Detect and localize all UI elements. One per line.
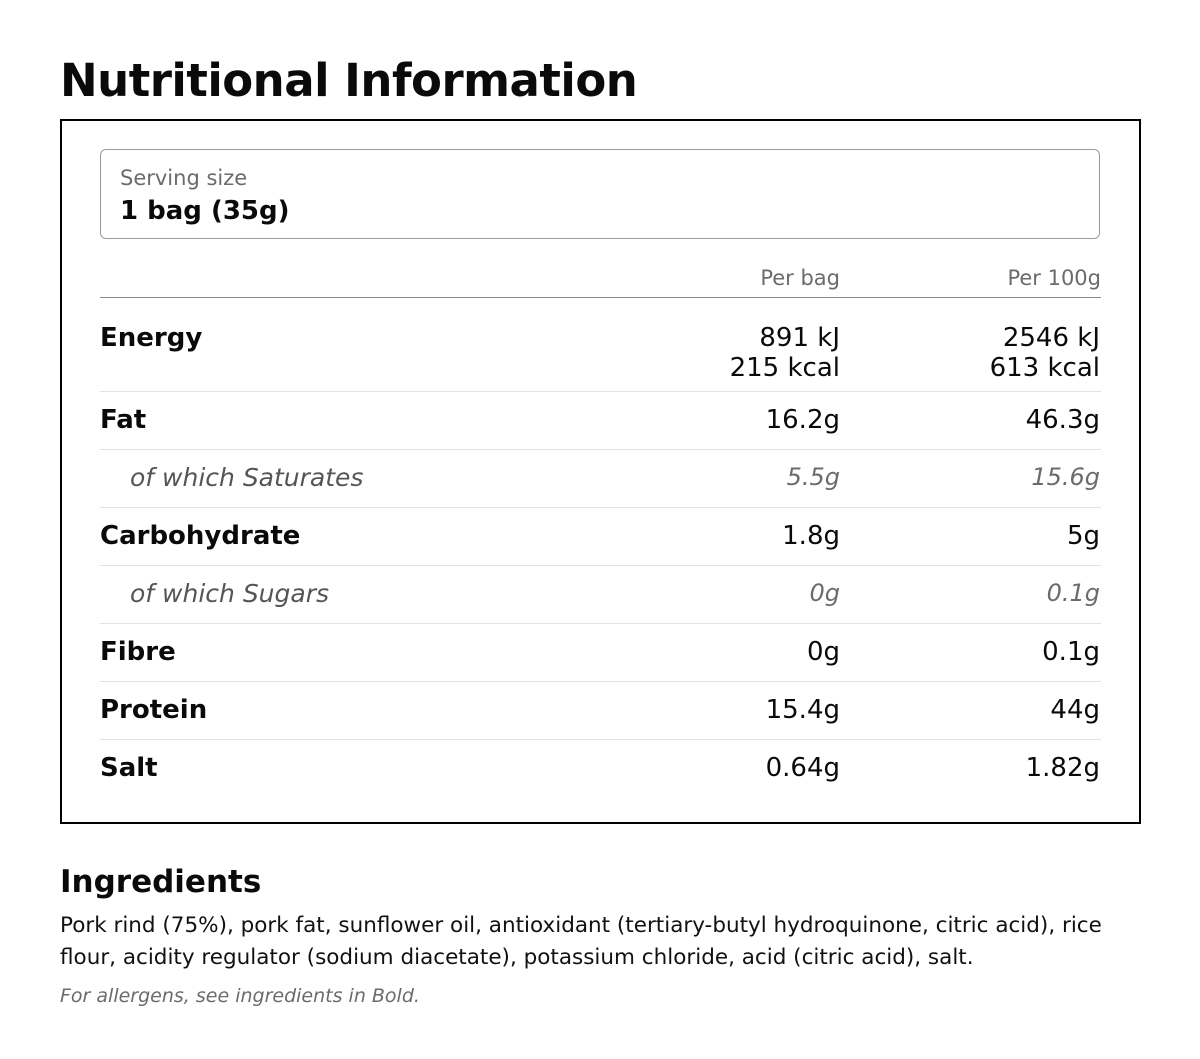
- serving-size-box: [100, 149, 1100, 239]
- nutrient-name: Carbohydrate: [100, 521, 301, 551]
- per-100g-value: 0.1g: [1046, 579, 1100, 607]
- nutrient-name: Protein: [100, 695, 208, 725]
- page-title: Nutritional Information: [60, 54, 638, 107]
- per-100g-value: 44g: [1050, 695, 1100, 725]
- nutrient-name: Fat: [100, 405, 147, 435]
- energy-kcal: 613 kcal: [989, 353, 1100, 383]
- allergen-note: For allergens, see ingredients in Bold.: [60, 985, 420, 1007]
- energy-kj: 2546 kJ: [1002, 323, 1100, 353]
- per-bag-value: [620, 323, 840, 383]
- nutrition-row-energy: [100, 298, 1101, 392]
- column-header-per-100g: Per 100g: [1007, 266, 1101, 290]
- per-bag-value: 5.5g: [786, 463, 840, 491]
- serving-size-value: 1 bag (35g): [120, 196, 290, 226]
- per-bag-value: 1.8g: [782, 521, 840, 551]
- nutrition-panel: [60, 119, 1141, 824]
- nutrient-name: Energy: [100, 323, 203, 353]
- nutrient-name: Salt: [100, 753, 158, 783]
- nutrient-name: Fibre: [100, 637, 176, 667]
- energy-kj: 891 kJ: [759, 323, 840, 353]
- per-100g-value: 46.3g: [1025, 405, 1100, 435]
- per-100g-value: 1.82g: [1025, 753, 1100, 783]
- nutrition-row-carbohydrate: [100, 508, 1101, 566]
- column-header-per-bag: Per bag: [760, 266, 840, 290]
- energy-kcal: 215 kcal: [729, 353, 840, 383]
- nutrition-row-protein: [100, 682, 1101, 740]
- nutrition-row-fat: [100, 392, 1101, 450]
- per-bag-value: 0g: [809, 579, 840, 607]
- per-bag-value: 0g: [806, 637, 840, 667]
- per-bag-value: 16.2g: [765, 405, 840, 435]
- per-bag-value: 0.64g: [765, 753, 840, 783]
- per-100g-value: 15.6g: [1031, 463, 1100, 491]
- per-bag-value: 15.4g: [765, 695, 840, 725]
- nutrition-table: [100, 298, 1101, 797]
- nutrition-row-fibre: [100, 624, 1101, 682]
- nutrient-name: of which Sugars: [130, 579, 330, 608]
- nutrition-row-salt: [100, 740, 1101, 797]
- nutrition-row-sugars: [100, 566, 1101, 624]
- per-100g-value: 0.1g: [1042, 637, 1100, 667]
- ingredients-heading: Ingredients: [60, 864, 262, 900]
- serving-size-label: Serving size: [120, 166, 248, 190]
- nutrition-row-saturates: [100, 450, 1101, 508]
- per-100g-value: [880, 323, 1100, 383]
- nutrient-name: of which Saturates: [130, 463, 364, 492]
- per-100g-value: 5g: [1066, 521, 1100, 551]
- ingredients-list: Pork rind (75%), pork fat, sunflower oil, antioxidant (tertiary-butyl hydroquinone, citric acid), rice flour, acidity regulator (sodium diacetate), potassium chloride, acid (citric acid), salt.: [60, 913, 1102, 970]
